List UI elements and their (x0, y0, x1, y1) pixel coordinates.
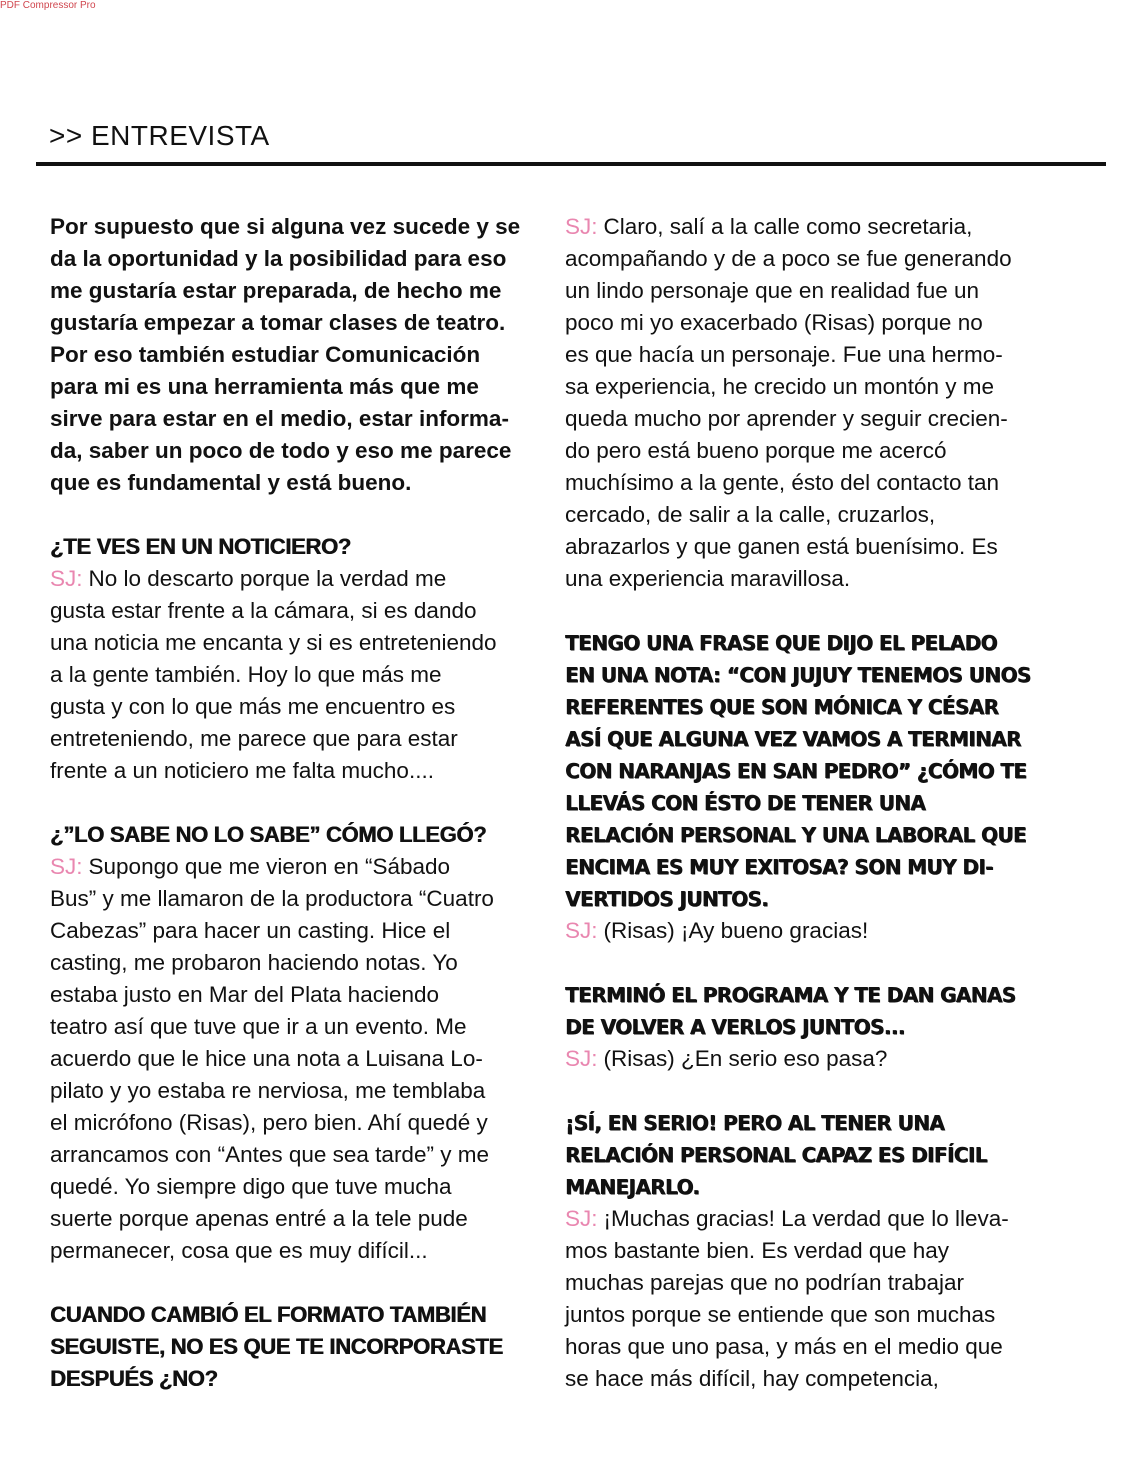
answer-line (50, 563, 570, 595)
bold-answer-line (50, 243, 570, 275)
line-text: que es fundamental y está bueno. (50, 470, 412, 495)
line-text: suerte porque apenas entré a la tele pude (50, 1206, 468, 1231)
line-text: TENGO UNA FRASE QUE DIJO EL PELADO (565, 631, 997, 655)
line-text: entreteniendo, me parece que para estar (50, 726, 458, 751)
line-text: EN UNA NOTA: “CON JUJUY TENEMOS UNOS (565, 663, 1031, 687)
answer-line (565, 1363, 1085, 1395)
line-text: RELACIÓN PERSONAL Y UNA LABORAL QUE (565, 823, 1026, 847)
line-text: poco mi yo exacerbado (Risas) porque no (565, 310, 983, 335)
line-text: cercado, de salir a la calle, cruzarlos, (565, 502, 936, 527)
line-text: frente a un noticiero me falta mucho.... (50, 758, 434, 783)
question-line (565, 691, 1085, 723)
question-line (565, 787, 1085, 819)
answer-line (565, 403, 1085, 435)
answer-line (50, 1171, 570, 1203)
line-text: gusta y con lo que más me encuentro es (50, 694, 456, 719)
line-text: abrazarlos y que ganen está buenísimo. Es (565, 534, 998, 559)
line-text: Claro, salí a la calle como secretaria, (603, 214, 973, 239)
line-text: da la oportunidad y la posibilidad para eso (50, 246, 507, 271)
speaker-label: SJ: (50, 854, 83, 879)
question-line (50, 1331, 570, 1363)
answer-line (565, 499, 1085, 531)
line-text: gustaría empezar a tomar clases de teatro. (50, 310, 506, 335)
line-text: ¿TE VES EN UN NOTICIERO? (50, 534, 351, 559)
question-line (565, 979, 1085, 1011)
right-column (565, 211, 1085, 1395)
answer-line (565, 275, 1085, 307)
line-text: arrancamos con “Antes que sea tarde” y me (50, 1142, 489, 1167)
answer-line (565, 1043, 1085, 1075)
answer-line (565, 307, 1085, 339)
header-divider (36, 162, 1106, 166)
line-text: queda mucho por aprender y seguir crecien- (565, 406, 1008, 431)
line-text: Cabezas” para hacer un casting. Hice el (50, 918, 451, 943)
spacer (50, 787, 570, 819)
line-text: ¡Muchas gracias! La verdad que lo lleva- (603, 1206, 1009, 1231)
question-line (565, 755, 1085, 787)
question-line (565, 1139, 1085, 1171)
line-text: permanecer, cosa que es muy difícil... (50, 1238, 428, 1263)
answer-line (565, 467, 1085, 499)
answer-line (50, 979, 570, 1011)
line-text: sa experiencia, he crecido un montón y me (565, 374, 994, 399)
answer-line (565, 531, 1085, 563)
line-text: pilato y yo estaba re nerviosa, me temblaba (50, 1078, 486, 1103)
bold-answer-line (50, 403, 570, 435)
answer-line (50, 851, 570, 883)
line-text: Por eso también estudiar Comunicación (50, 342, 481, 367)
line-text: (Risas) ¡Ay bueno gracias! (603, 918, 869, 943)
question-line (565, 1107, 1085, 1139)
answer-line (50, 1203, 570, 1235)
line-text: para mi es una herramienta más que me (50, 374, 479, 399)
line-text: a la gente también. Hoy lo que más me (50, 662, 442, 687)
answer-line (50, 723, 570, 755)
line-text: ASÍ QUE ALGUNA VEZ VAMOS A TERMINAR (565, 727, 1021, 751)
question-line (565, 883, 1085, 915)
line-text: RELACIÓN PERSONAL CAPAZ ES DIFÍCIL (565, 1143, 987, 1167)
line-text: mos bastante bien. Es verdad que hay (565, 1238, 949, 1263)
spacer (50, 499, 570, 531)
line-text: ¿”LO SABE NO LO SABE” CÓMO LLEGÓ? (50, 822, 487, 847)
answer-line (50, 883, 570, 915)
left-column (50, 211, 570, 1395)
line-text: el micrófono (Risas), pero bien. Ahí quedé y (50, 1110, 488, 1135)
answer-line (565, 211, 1085, 243)
line-text: MANEJARLO. (565, 1175, 700, 1199)
question-line (50, 531, 570, 563)
line-text: REFERENTES QUE SON MÓNICA Y CÉSAR (565, 695, 999, 719)
line-text: horas que uno pasa, y más en el medio que (565, 1334, 1003, 1359)
line-text: LLEVÁS CON ÉSTO DE TENER UNA (565, 791, 926, 815)
line-text: casting, me probaron haciendo notas. Yo (50, 950, 458, 975)
answer-line (50, 947, 570, 979)
bold-answer-line (50, 467, 570, 499)
answer-line (50, 1235, 570, 1267)
line-text: (Risas) ¿En serio eso pasa? (603, 1046, 888, 1071)
question-line (50, 1299, 570, 1331)
line-text: un lindo personaje que en realidad fue un (565, 278, 980, 303)
line-text: es que hacía un personaje. Fue una hermo- (565, 342, 1003, 367)
line-text: No lo descarto porque la verdad me (88, 566, 447, 591)
answer-line (50, 755, 570, 787)
line-text: acuerdo que le hice una nota a Luisana Lo- (50, 1046, 483, 1071)
answer-line (565, 1267, 1085, 1299)
speaker-label: SJ: (565, 1046, 598, 1071)
line-text: do pero está bueno porque me acercó (565, 438, 947, 463)
bold-answer-line (50, 371, 570, 403)
line-text: muchas parejas que no podrían trabajar (565, 1270, 965, 1295)
line-text: Por supuesto que si alguna vez sucede y se (50, 214, 521, 239)
bold-answer-line (50, 307, 570, 339)
answer-line (50, 691, 570, 723)
spacer (50, 1267, 570, 1299)
line-text: quedé. Yo siempre digo que tuve mucha (50, 1174, 452, 1199)
answer-line (50, 659, 570, 691)
answer-line (50, 1075, 570, 1107)
question-line (50, 819, 570, 851)
bold-answer-line (50, 211, 570, 243)
speaker-label: SJ: (565, 918, 598, 943)
answer-line (50, 915, 570, 947)
speaker-label: SJ: (50, 566, 83, 591)
line-text: Bus” y me llamaron de la productora “Cuatro (50, 886, 494, 911)
answer-line (565, 1331, 1085, 1363)
answer-line (50, 627, 570, 659)
answer-line (565, 1203, 1085, 1235)
line-text: sirve para estar en el medio, estar informa- (50, 406, 509, 431)
answer-line (50, 1107, 570, 1139)
line-text: TERMINÓ EL PROGRAMA Y TE DAN GANAS (565, 983, 1016, 1007)
line-text: ENCIMA ES MUY EXITOSA? SON MUY DI- (565, 855, 993, 879)
line-text: teatro así que tuve que ir a un evento. Me (50, 1014, 467, 1039)
line-text: acompañando y de a poco se fue generando (565, 246, 1012, 271)
bold-answer-line (50, 339, 570, 371)
line-text: gusta estar frente a la cámara, si es dando (50, 598, 477, 623)
line-text: da, saber un poco de todo y eso me parece (50, 438, 512, 463)
speaker-label: SJ: (565, 214, 598, 239)
answer-line (565, 563, 1085, 595)
section-title: >> ENTREVISTA (49, 120, 270, 151)
spacer (565, 1075, 1085, 1107)
question-line (565, 819, 1085, 851)
line-text: DESPUÉS ¿NO? (50, 1366, 218, 1391)
line-text: CUANDO CAMBIÓ EL FORMATO TAMBIÉN (50, 1302, 487, 1327)
answer-line (565, 339, 1085, 371)
answer-line (565, 915, 1085, 947)
line-text: estaba justo en Mar del Plata haciendo (50, 982, 440, 1007)
answer-line (565, 435, 1085, 467)
answer-line (50, 595, 570, 627)
watermark: PDF Compressor Pro (0, 0, 96, 11)
question-line (565, 627, 1085, 659)
question-line (565, 723, 1085, 755)
bold-answer-line (50, 435, 570, 467)
line-text: muchísimo a la gente, ésto del contacto tan (565, 470, 1000, 495)
line-text: me gustaría estar preparada, de hecho me (50, 278, 502, 303)
question-line (565, 1011, 1085, 1043)
spacer (565, 947, 1085, 979)
line-text: una noticia me encanta y si es entreteniendo (50, 630, 497, 655)
line-text: se hace más difícil, hay competencia, (565, 1366, 939, 1391)
speaker-label: SJ: (565, 1206, 598, 1231)
spacer (565, 595, 1085, 627)
answer-line (565, 1235, 1085, 1267)
answer-line (565, 1299, 1085, 1331)
answer-line (50, 1043, 570, 1075)
line-text: juntos porque se entiende que son muchas (565, 1302, 996, 1327)
answer-line (565, 243, 1085, 275)
answer-line (50, 1139, 570, 1171)
question-line (565, 851, 1085, 883)
answer-line (50, 1011, 570, 1043)
answer-line (565, 371, 1085, 403)
question-line (565, 1171, 1085, 1203)
line-text: VERTIDOS JUNTOS. (565, 887, 769, 911)
line-text: una experiencia maravillosa. (565, 566, 851, 591)
bold-answer-line (50, 275, 570, 307)
question-line (565, 659, 1085, 691)
line-text: Supongo que me vieron en “Sábado (88, 854, 451, 879)
line-text: ¡SÍ, EN SERIO! PERO AL TENER UNA (565, 1111, 945, 1135)
question-line (50, 1363, 570, 1395)
line-text: DE VOLVER A VERLOS JUNTOS... (565, 1015, 905, 1039)
line-text: CON NARANJAS EN SAN PEDRO” ¿CÓMO TE (565, 759, 1027, 783)
line-text: SEGUISTE, NO ES QUE TE INCORPORASTE (50, 1334, 503, 1359)
